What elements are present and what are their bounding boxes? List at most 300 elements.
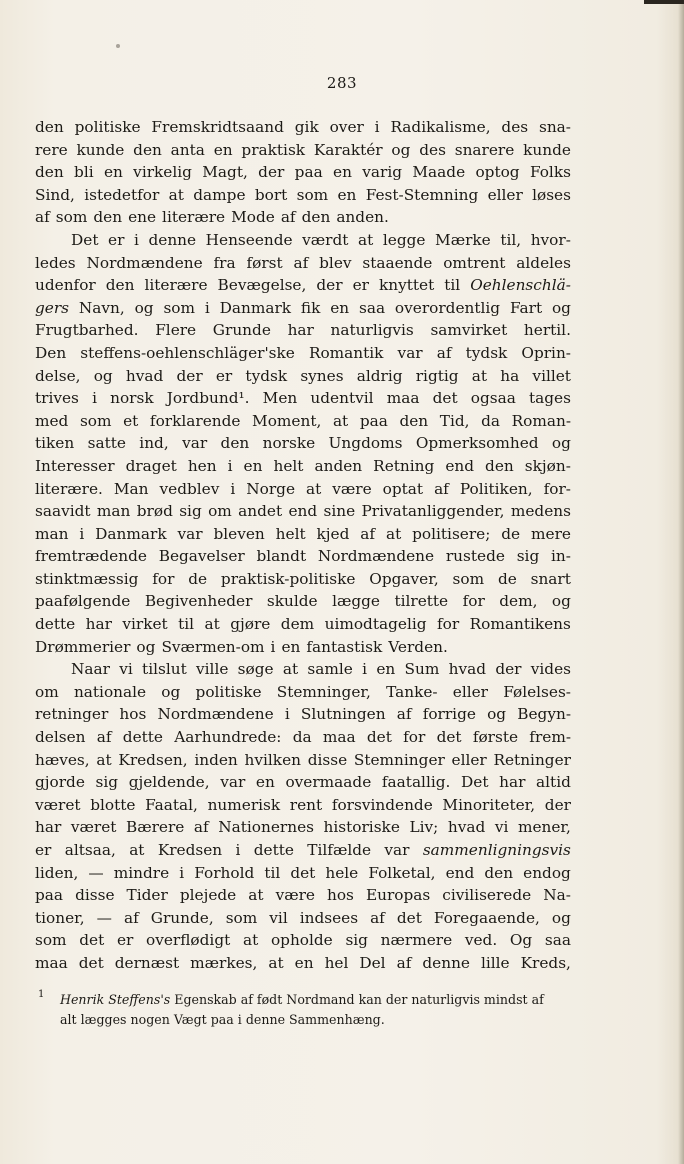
word: samvirket: [430, 321, 508, 340]
text-line: [35, 929, 571, 952]
word: disse: [75, 886, 115, 905]
word: saa: [544, 931, 571, 950]
word: om: [208, 502, 232, 521]
text-line: [35, 884, 571, 907]
scan-mark: [644, 0, 684, 4]
word: Fart: [509, 298, 543, 317]
word: Sum: [404, 660, 440, 679]
word: ved.: [464, 931, 498, 950]
word: Det: [461, 773, 489, 792]
word: Privatanliggender,: [361, 502, 505, 521]
word: Følelses-: [503, 682, 571, 701]
word: literære.: [35, 479, 103, 498]
word: først: [246, 253, 283, 272]
word: civiliserede: [442, 886, 532, 905]
word: som: [225, 908, 258, 927]
word: er: [108, 230, 125, 249]
word: Aarhundrede:: [174, 728, 282, 747]
word: det: [78, 953, 104, 972]
word: Og: [509, 931, 533, 950]
word: af: [96, 728, 112, 747]
word: tydsk: [465, 343, 508, 362]
word: knyttet: [378, 276, 435, 295]
word: dampe: [193, 185, 246, 204]
footnote-marker: 1: [38, 989, 45, 1000]
text-line: [35, 816, 571, 839]
word: der: [495, 660, 522, 679]
word: Naar: [71, 660, 110, 679]
footnote-line-2: alt lægges nogen Vægt paa i denne Sammenhæng.: [60, 1012, 385, 1027]
word: Henseende: [205, 230, 293, 249]
word: praktisk: [241, 140, 306, 159]
word: for: [462, 592, 485, 611]
word: der: [176, 366, 203, 385]
word: des: [501, 118, 529, 136]
word: vides: [530, 660, 571, 679]
word: løses: [532, 185, 571, 204]
paper-speck: [116, 44, 120, 48]
word: Politiken,: [459, 479, 533, 498]
word: i: [374, 118, 380, 136]
word: med: [35, 411, 69, 430]
word: Nationernes: [218, 818, 314, 837]
word: en: [255, 773, 275, 792]
word: sig: [345, 931, 368, 950]
word: Sind,: [35, 185, 75, 204]
word: gik: [294, 118, 319, 136]
word: hvad: [448, 660, 487, 679]
word: Det: [71, 230, 99, 249]
word: gjeldende,: [128, 773, 210, 792]
word: varig: [362, 163, 403, 182]
word: var: [220, 773, 246, 792]
word: der: [316, 276, 343, 295]
word: være: [332, 479, 372, 498]
word: om: [35, 682, 59, 701]
word: Ungdoms: [328, 434, 403, 453]
word: vil: [269, 908, 288, 927]
word: Tid,: [439, 411, 470, 430]
word: at: [358, 230, 374, 249]
word: anden.: [336, 208, 389, 227]
word: for: [403, 728, 426, 747]
word: blandt: [256, 547, 307, 566]
word: draget: [125, 456, 177, 475]
word: hvor-: [530, 230, 571, 249]
word: saavidt: [35, 502, 91, 521]
word: i: [362, 660, 368, 679]
word: rere: [35, 140, 68, 159]
word: der: [544, 795, 571, 814]
word: at: [282, 660, 299, 679]
word: tiken: [35, 434, 75, 453]
text-line: [35, 545, 571, 568]
word: og: [134, 298, 154, 317]
text-line: [35, 726, 571, 749]
word: til,: [500, 230, 522, 249]
text-line: [35, 184, 571, 207]
word: Radikalisme,: [390, 118, 491, 136]
text-line: [35, 500, 571, 523]
page-edge-shadow: [678, 0, 684, 1164]
word: i: [284, 705, 290, 724]
word: legge: [382, 230, 426, 249]
word: hos: [327, 886, 354, 905]
word: gers: [35, 298, 70, 317]
text-line: [35, 703, 571, 726]
word: var: [384, 841, 410, 859]
word: af: [293, 253, 309, 272]
word: historiske: [323, 818, 400, 837]
word: Kreds,: [520, 953, 571, 972]
word: samle: [307, 660, 353, 679]
word: helt: [273, 456, 304, 475]
word: hvad: [447, 818, 486, 837]
word: frem-: [529, 728, 571, 747]
text-line: [35, 523, 571, 546]
word: end: [445, 456, 475, 475]
word: mere: [531, 524, 571, 543]
word: lille: [480, 953, 510, 972]
text-line: [35, 478, 571, 501]
word: saa: [358, 298, 386, 317]
word: Oprin-: [521, 343, 571, 362]
word: Kredsen,: [118, 750, 188, 769]
word: Grunde: [212, 321, 271, 340]
word: omtrent: [443, 253, 506, 272]
word: delse,: [35, 366, 81, 385]
text-line: [35, 139, 571, 162]
word: indsees: [299, 908, 359, 927]
word: af: [396, 705, 412, 724]
word: sig: [95, 773, 119, 792]
text-line: [35, 274, 571, 297]
word: som: [55, 208, 88, 227]
word: paa: [294, 163, 323, 182]
word: tioner,: [35, 908, 85, 927]
word: tages: [529, 389, 571, 408]
word: man: [35, 524, 69, 543]
word: helt: [275, 524, 306, 543]
word: Frugtbarhed.: [35, 321, 139, 340]
word: en: [294, 953, 314, 972]
word: af: [35, 208, 50, 227]
word: at: [306, 479, 322, 498]
word: blev: [319, 253, 352, 272]
word: fra: [213, 253, 236, 272]
word: Tanke-: [386, 682, 438, 701]
word: Drømmerier: [35, 637, 131, 656]
word: andet: [238, 502, 283, 521]
text-line: [35, 907, 571, 930]
word: blotte: [90, 795, 136, 814]
word: Roman-: [511, 411, 571, 430]
word: Slutningen: [300, 705, 386, 724]
word: —: [96, 908, 112, 927]
footnote: [38, 990, 568, 1030]
word: politiske: [74, 118, 141, 136]
word: af: [396, 953, 412, 972]
word: Minoriteter,: [442, 795, 536, 814]
word: det: [436, 728, 462, 747]
word: af: [280, 208, 296, 227]
text-line: [35, 410, 571, 433]
word: skjøn-: [524, 456, 571, 475]
word: da: [481, 411, 501, 430]
word: denne: [422, 953, 470, 972]
word: Opmerksomhed: [415, 434, 539, 453]
word: snart: [530, 569, 571, 588]
word: er: [116, 931, 134, 950]
text-line: [35, 161, 571, 184]
word: det: [290, 863, 316, 882]
word: var: [182, 434, 208, 453]
word: Retning: [373, 456, 435, 475]
word: og: [551, 908, 571, 927]
word: Begavelser: [158, 547, 245, 566]
word: været: [70, 818, 117, 837]
word: vi: [494, 818, 509, 837]
word: Maade: [412, 163, 466, 182]
word: udenfor: [35, 276, 96, 295]
word: søge: [237, 660, 274, 679]
word: Romantikens: [469, 615, 571, 634]
word: og: [391, 140, 411, 159]
word: de: [497, 569, 517, 588]
text-line: [35, 771, 571, 794]
text-line: [35, 455, 571, 478]
word: overflødigt: [146, 931, 231, 950]
word: rent: [289, 795, 323, 814]
text-line: [35, 658, 571, 681]
word: Flere: [155, 321, 197, 340]
word: Verden.: [388, 637, 448, 656]
word: har: [85, 615, 112, 634]
word: og: [487, 705, 507, 724]
word: af: [370, 908, 385, 927]
word: villet: [532, 366, 571, 385]
word: Kredsen: [157, 841, 223, 859]
word: paa: [35, 886, 64, 905]
word: norsk: [110, 389, 154, 408]
word: Nordmændene: [317, 547, 435, 566]
word: nærmere: [380, 931, 453, 950]
word: ville: [196, 660, 229, 679]
word: af: [360, 524, 376, 543]
word: Danmark: [219, 298, 292, 317]
word: at: [248, 886, 264, 905]
word: dette: [253, 841, 294, 859]
word: dem: [280, 615, 315, 634]
word: uimodtagelig: [324, 615, 427, 634]
word: var: [397, 343, 423, 362]
word: er: [35, 841, 52, 859]
word: tydsk: [245, 366, 288, 385]
word: den: [35, 118, 64, 136]
word: for-: [543, 479, 571, 498]
word: en: [337, 185, 357, 204]
word: eller: [487, 185, 523, 204]
word: og: [93, 366, 113, 385]
word: hæves,: [35, 750, 90, 769]
word: Retninger: [493, 750, 571, 769]
word: i: [204, 298, 210, 317]
word: Bevægelse,: [217, 276, 307, 295]
word: Romantik: [308, 343, 384, 362]
word: den: [220, 434, 250, 453]
word: sig: [179, 502, 202, 521]
word: paafølgende: [35, 592, 131, 611]
word: Men: [262, 389, 298, 408]
word: altsaa,: [64, 841, 116, 859]
word: og: [136, 637, 156, 656]
word: fremtrædende: [35, 547, 147, 566]
word: udentvil: [310, 389, 374, 408]
word: af: [436, 343, 452, 362]
footnote-italic-lead: Henrik Steffens's: [60, 992, 171, 1007]
word: anta: [170, 140, 205, 159]
word: Foregaaende,: [433, 908, 540, 927]
word: en: [376, 660, 396, 679]
word: i: [79, 524, 85, 543]
word: delsen: [35, 728, 86, 747]
word: Mærke: [435, 230, 491, 249]
word: Karaktér: [313, 140, 383, 159]
word: naturligvis: [330, 321, 414, 340]
word: skulde: [266, 592, 318, 611]
word: Nordmændene: [86, 253, 203, 272]
word: norske: [262, 434, 316, 453]
word: i: [134, 230, 139, 249]
word: har: [499, 773, 526, 792]
word: end: [445, 863, 475, 882]
word: gjorde: [35, 773, 85, 792]
word: at: [129, 841, 145, 859]
word: første: [472, 728, 519, 747]
word: at: [204, 615, 220, 634]
body-text: [35, 116, 571, 975]
word: et: [123, 411, 139, 430]
word: Begyn-: [517, 705, 571, 724]
word: overmaade: [285, 773, 372, 792]
word: af: [123, 908, 139, 927]
word: at: [168, 185, 184, 204]
word: nationale: [73, 682, 147, 701]
word: hen: [187, 456, 217, 475]
word: paa: [359, 411, 388, 430]
footnote-line-1: [38, 990, 568, 1010]
word: Tider: [126, 886, 168, 905]
text-line: [35, 432, 571, 455]
word: Fremskridtsaand: [151, 118, 284, 136]
word: Stemninger: [353, 750, 445, 769]
word: maa: [386, 389, 420, 408]
text-line: [35, 749, 571, 772]
word: tilslut: [142, 660, 187, 679]
word: at: [96, 750, 112, 769]
word: vedblev: [159, 479, 220, 498]
word: hos: [119, 705, 147, 724]
word: det: [366, 728, 392, 747]
word: hertil.: [523, 321, 571, 340]
word: sna-: [538, 118, 571, 136]
word: anden: [314, 456, 363, 475]
text-line: [35, 116, 571, 139]
word: endog: [523, 863, 571, 882]
word: faatallig.: [381, 773, 451, 792]
word: Oehlenschlä-: [470, 276, 571, 295]
word: mener,: [517, 818, 571, 837]
word: over: [329, 118, 364, 136]
word: Na-: [543, 886, 571, 905]
word: Fest-Stemning: [365, 185, 479, 204]
word: Nordmændene: [157, 705, 274, 724]
word: disse: [307, 750, 348, 769]
word: en: [243, 456, 263, 475]
word: altid: [536, 773, 571, 792]
word: numerisk: [207, 795, 281, 814]
word: til: [264, 863, 281, 882]
word: og: [551, 298, 571, 317]
word: en: [103, 163, 123, 182]
word: og: [551, 592, 571, 611]
word: Navn,: [78, 298, 125, 317]
word: overordentlig: [394, 298, 501, 317]
word: tilrette: [394, 592, 449, 611]
word: kjed: [316, 524, 350, 543]
word: medens: [510, 502, 571, 521]
word: Danmark: [95, 524, 167, 543]
word: fik: [300, 298, 321, 317]
word: bleven: [213, 524, 265, 543]
word: hele: [325, 863, 359, 882]
word: Forhold: [194, 863, 255, 882]
page-number: 283: [326, 74, 358, 92]
text-line: [35, 252, 571, 275]
word: Bærere: [125, 818, 185, 837]
text-line: [35, 229, 571, 252]
word: rustede: [445, 547, 505, 566]
word: trives: [35, 389, 79, 408]
word: mindre: [113, 863, 170, 882]
word: praktisk-politiske: [220, 569, 356, 588]
text-line: [35, 952, 571, 975]
word: det: [432, 389, 458, 408]
text-line: [35, 794, 571, 817]
word: forrige: [422, 705, 476, 724]
word: som: [79, 411, 112, 430]
word: Man: [113, 479, 149, 498]
word: Del: [359, 953, 386, 972]
word: for: [152, 569, 175, 588]
word: i: [92, 389, 97, 408]
word: kunde: [523, 140, 571, 159]
word: og: [161, 682, 181, 701]
word: optat: [382, 479, 424, 498]
word: vi: [119, 660, 133, 679]
word: Faatal,: [145, 795, 198, 814]
text-line: [35, 319, 571, 342]
word: til: [444, 276, 461, 295]
word: ogsaa: [470, 389, 516, 408]
word: dernæst: [114, 953, 180, 972]
word: Stemninger,: [276, 682, 371, 701]
word: snarere: [454, 140, 515, 159]
word: rigtig: [415, 366, 459, 385]
word: Liv;: [409, 818, 439, 837]
word: den: [105, 276, 135, 295]
word: den: [484, 863, 514, 882]
